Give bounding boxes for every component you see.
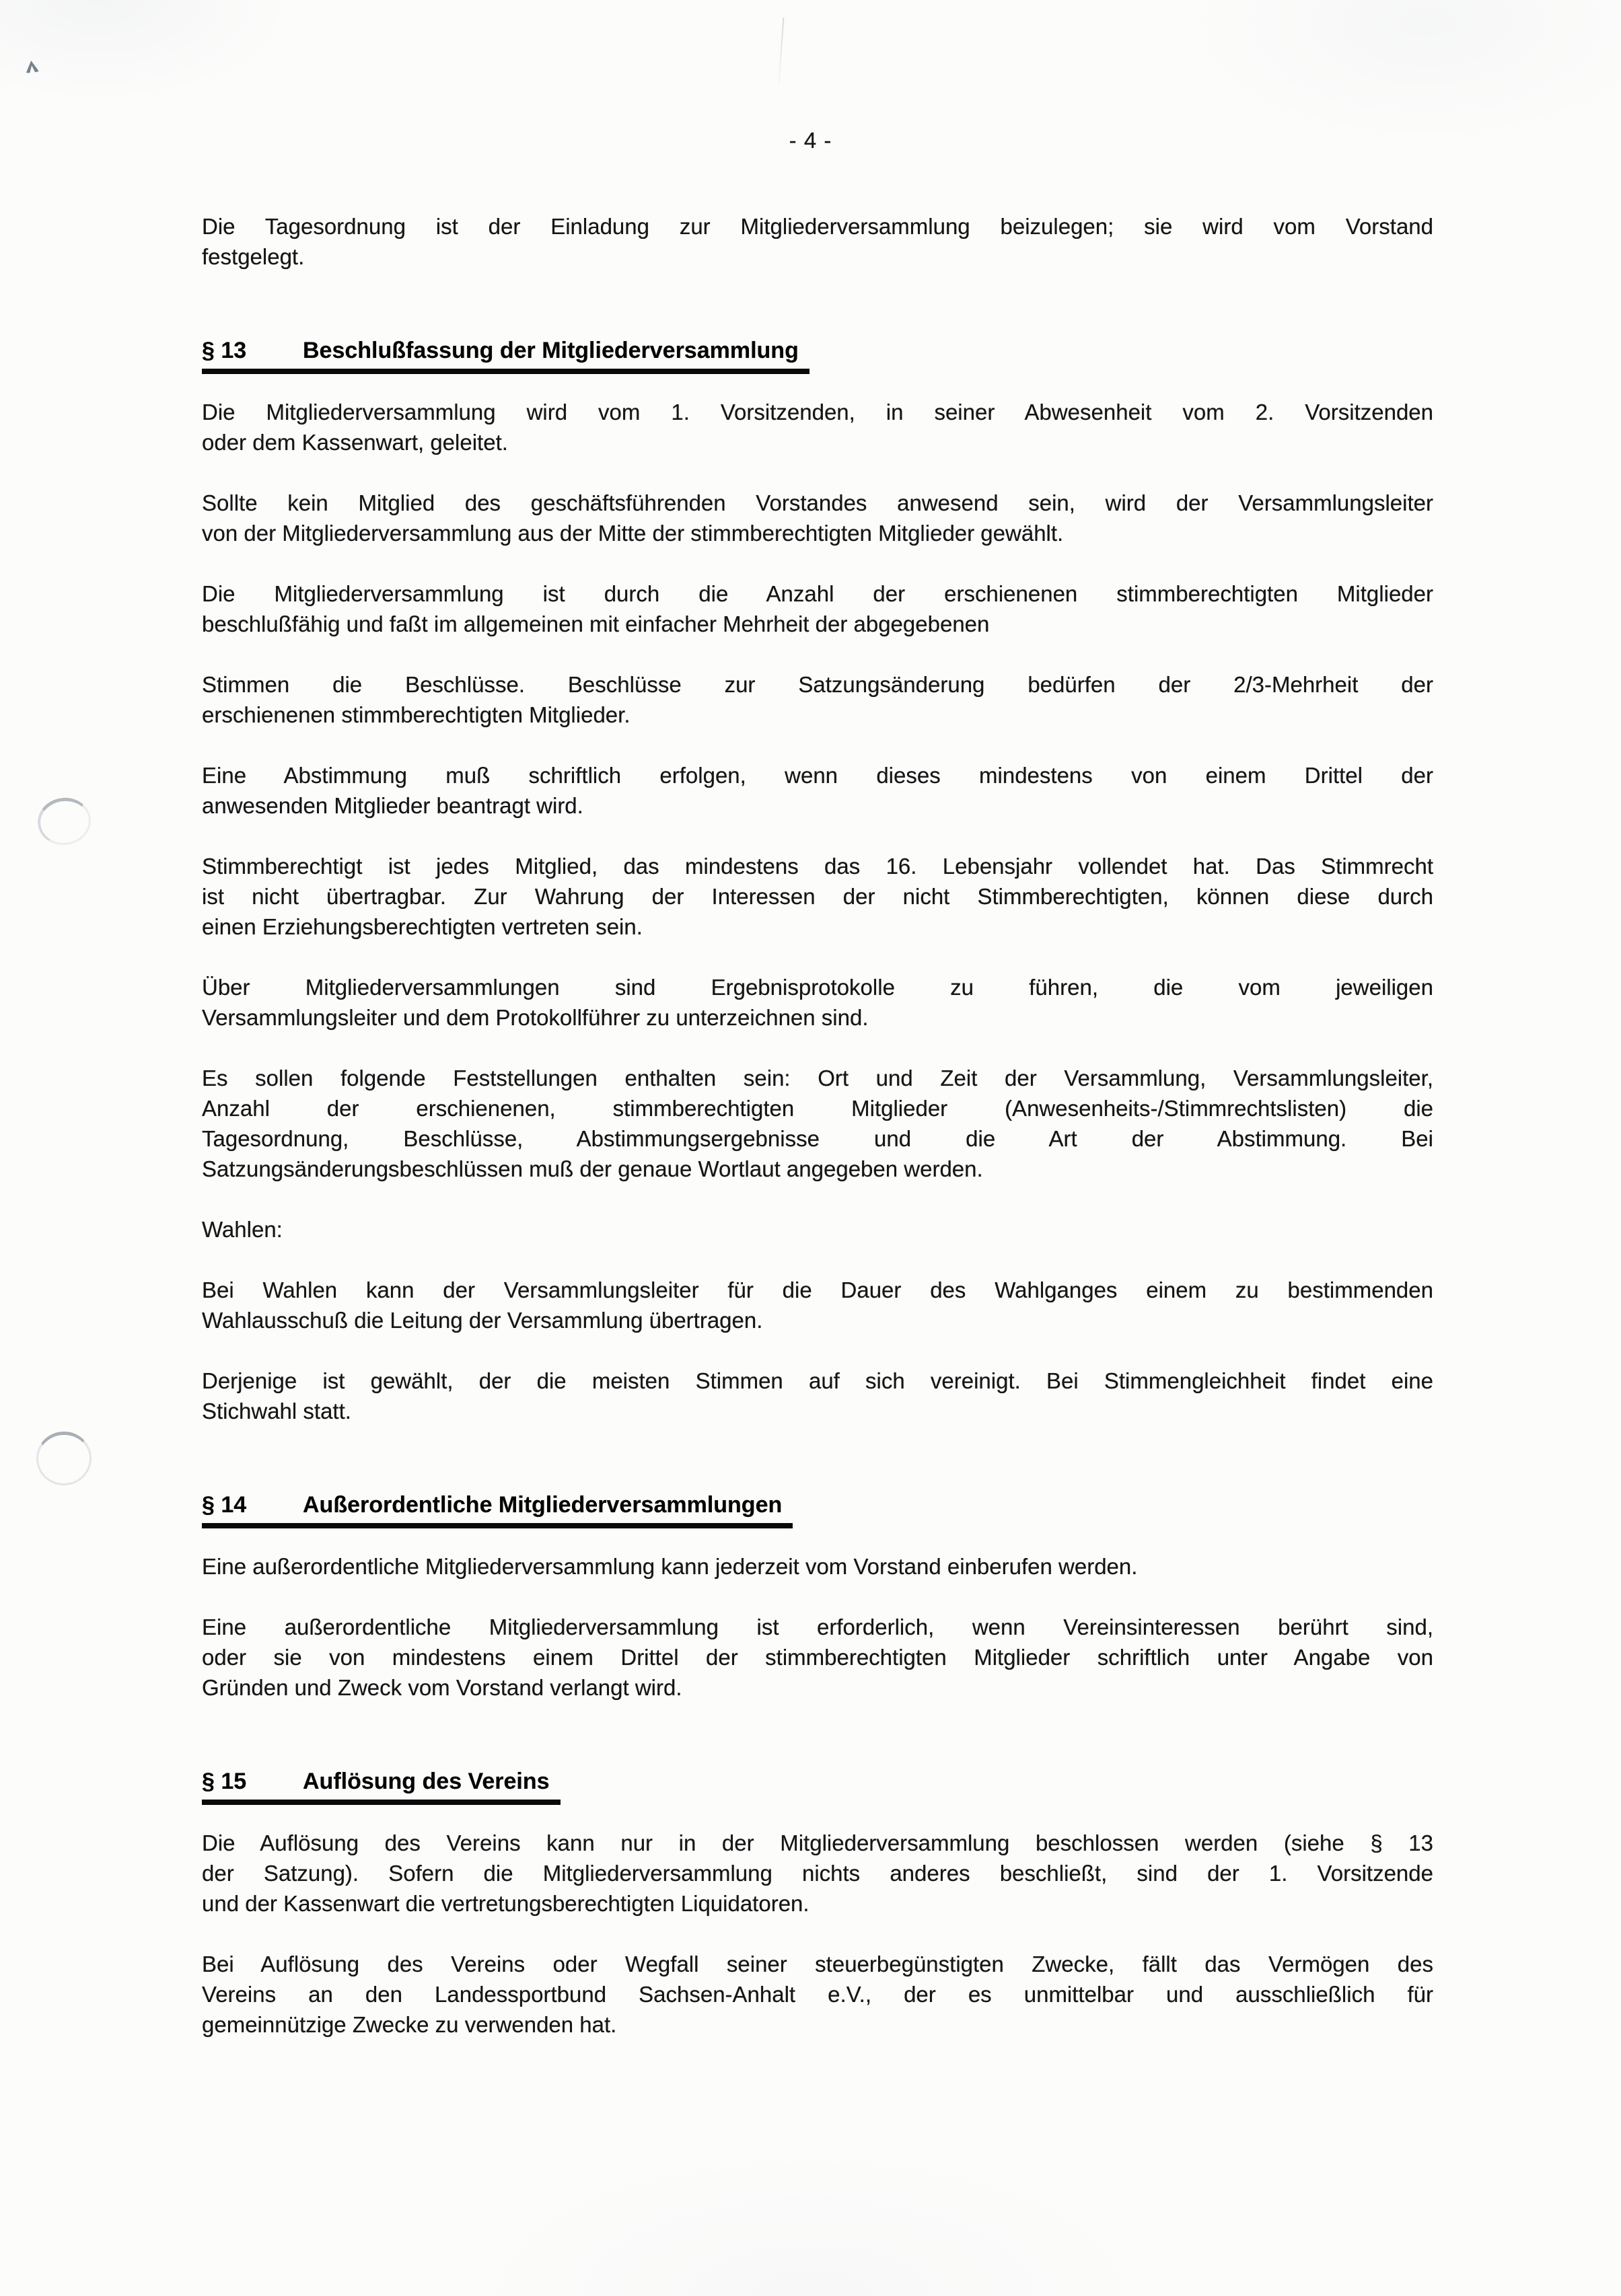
paragraph (202, 760, 1433, 821)
text-line: Eine Abstimmung muß schriftlich erfolgen, wenn dieses mindestens von einem Drittel der (202, 763, 1433, 788)
text-line: Über Mitgliederversammlungen sind Ergebnisprotokolle zu führen, die vom jeweiligen (202, 975, 1433, 1000)
section-title: Auflösung des Vereins (303, 1769, 550, 1794)
paragraph (202, 1612, 1433, 1703)
paragraph (202, 488, 1433, 548)
text-line: Stimmen die Beschlüsse. Beschlüsse zur Satzungsänderung bedürfen der 2/3-Mehrheit der (202, 672, 1433, 697)
paragraph (202, 1366, 1433, 1426)
document-content (202, 211, 1433, 2070)
section-number: § 15 (202, 1769, 247, 1794)
paragraph (202, 851, 1433, 942)
text-line: gemeinnützige Zwecke zu verwenden hat. (202, 2012, 617, 2037)
punch-hole-top (35, 794, 94, 848)
paragraph (202, 1063, 1433, 1184)
paragraph (202, 669, 1433, 730)
text-line: und der Kassenwart die vertretungsberechtigten Liquidatoren. (202, 1891, 809, 1916)
text-line: Wahlausschuß die Leitung der Versammlung übertragen. (202, 1308, 763, 1333)
text-line: Versammlungsleiter und dem Protokollführer zu unterzeichnen sind. (202, 1005, 869, 1030)
section-heading-underline (202, 1490, 793, 1528)
text-line: Derjenige ist gewählt, der die meisten Stimmen auf sich vereinigt. Bei Stimmengleichheit findet eine (202, 1368, 1433, 1393)
paragraph (202, 1275, 1433, 1335)
text-line: Es sollen folgende Feststellungen enthalten sein: Ort und Zeit der Versammlung, Versammlungsleiter, (202, 1066, 1433, 1090)
text-line: Stimmberechtigt ist jedes Mitglied, das mindestens das 16. Lebensjahr vollendet hat. Das Stimmrecht (202, 854, 1433, 879)
section-heading-underline (202, 336, 809, 374)
scan-streak (779, 17, 785, 83)
paragraph (202, 1949, 1433, 2040)
text-line: ist nicht übertragbar. Zur Wahrung der Interessen der nicht Stimmberechtigten, können diese durch (202, 884, 1433, 909)
text-line: oder sie von mindestens einem Drittel der stimmberechtigten Mitglieder schriftlich unter Angabe von (202, 1645, 1433, 1670)
paragraph (202, 972, 1433, 1033)
section-number: § 14 (202, 1492, 247, 1518)
text-line: Die Auflösung des Vereins kann nur in der Mitgliederversammlung beschlossen werden (siehe § 13 (202, 1830, 1433, 1855)
text-line: oder dem Kassenwart, geleitet. (202, 430, 508, 455)
text-line: Eine außerordentliche Mitgliederversammlung ist erforderlich, wenn Vereinsinteressen berührt sind, (202, 1615, 1433, 1639)
paragraph (202, 1828, 1433, 1919)
section-heading-15 (202, 1767, 1433, 1805)
text-line: der Satzung). Sofern die Mitgliederversammlung nichts anderes beschließt, sind der 1. Vorsitzende (202, 1861, 1433, 1886)
text-line: Gründen und Zweck vom Vorstand verlangt wird. (202, 1675, 682, 1700)
section-title: Außerordentliche Mitgliederversammlungen (303, 1492, 783, 1518)
text-line: Die Mitgliederversammlung wird vom 1. Vorsitzenden, in seiner Abwesenheit vom 2. Vorsitzenden (202, 400, 1433, 424)
text-line: Die Tagesordnung ist der Einladung zur Mitgliederversammlung beizulegen; sie wird vom Vorstand (202, 214, 1433, 239)
text-line: Sollte kein Mitglied des geschäftsführenden Vorstandes anwesend sein, wird der Versammlungsleiter (202, 490, 1433, 515)
text-line: Stichwahl statt. (202, 1399, 351, 1423)
text-line: anwesenden Mitglieder beantragt wird. (202, 793, 583, 818)
paragraph (202, 579, 1433, 639)
paragraph-wahlen (202, 1214, 1433, 1245)
section-heading-14 (202, 1490, 1433, 1528)
text-line: Vereins an den Landessportbund Sachsen-Anhalt e.V., der es unmittelbar und ausschließlich für (202, 1982, 1433, 2007)
text-line: Satzungsänderungsbeschlüssen muß der genaue Wortlaut angegeben werden. (202, 1156, 983, 1181)
punch-hole-bottom (34, 1430, 93, 1487)
text-line: Bei Wahlen kann der Versammlungsleiter für die Dauer des Wahlganges einem zu bestimmenden (202, 1277, 1433, 1302)
section-title: Beschlußfassung der Mitgliederversammlung (303, 338, 799, 363)
section-heading-underline (202, 1767, 561, 1805)
page-number: - 4 - (789, 128, 832, 153)
text-line: erschienenen stimmberechtigten Mitglieder. (202, 702, 631, 727)
text-line: Anzahl der erschienenen, stimmberechtigten Mitglieder (Anwesenheits-/Stimmrechtslisten) die (202, 1096, 1433, 1121)
text-line: beschlußfähig und faßt im allgemeinen mit einfacher Mehrheit der abgegebenen (202, 612, 990, 636)
text-line: Eine außerordentliche Mitgliederversammlung kann jederzeit vom Vorstand einberufen werden. (202, 1554, 1138, 1579)
paragraph (202, 1551, 1433, 1582)
text-line: festgelegt. (202, 244, 305, 269)
section-number: § 13 (202, 338, 247, 363)
intro-paragraph (202, 211, 1433, 272)
paragraph (202, 397, 1433, 457)
section-heading-13 (202, 336, 1433, 374)
text-line: Tagesordnung, Beschlüsse, Abstimmungsergebnisse und die Art der Abstimmung. Bei (202, 1126, 1433, 1151)
text-line: Die Mitgliederversammlung ist durch die Anzahl der erschienenen stimmberechtigten Mitglieder (202, 581, 1433, 606)
pen-mark (25, 60, 39, 73)
text-line: einen Erziehungsberechtigten vertreten sein. (202, 914, 643, 939)
text-line: Bei Auflösung des Vereins oder Wegfall seiner steuerbegünstigten Zwecke, fällt das Vermögen des (202, 1952, 1433, 1976)
text-line: von der Mitgliederversammlung aus der Mitte der stimmberechtigten Mitglieder gewählt. (202, 521, 1064, 546)
text-line: Wahlen: (202, 1217, 283, 1242)
